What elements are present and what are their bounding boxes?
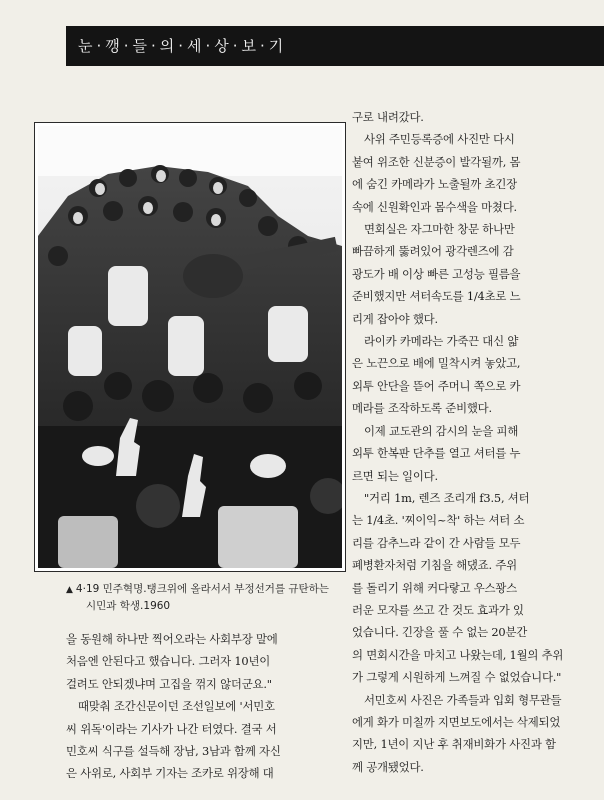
text-line: 가 그렇게 시원하게 느껴질 수 없었습니다." bbox=[352, 670, 562, 685]
text-line: 메라를 조작하도록 준비했다. bbox=[352, 401, 492, 416]
text-line: 이제 교도관의 감시의 눈을 피해 bbox=[364, 423, 519, 438]
text-line: 는 1/4초. '찌이익~착' 하는 셔터 소 bbox=[352, 513, 525, 528]
text-line: 외투 한복판 단추를 열고 셔터를 누 bbox=[352, 446, 521, 461]
text-line: 의 면회시간을 마치고 나왔는데, 1월의 추위 bbox=[352, 647, 564, 662]
text-line: 은 사위로, 사회부 기자는 조카로 위장해 대 bbox=[66, 766, 274, 781]
text-line: 속에 신원확인과 몸수색을 마쳤다. bbox=[352, 199, 517, 214]
text-line: 를 돌리기 위해 커다랗고 우스꽝스 bbox=[352, 580, 517, 595]
text-line: 러운 모자를 쓰고 간 것도 효과가 있 bbox=[352, 602, 524, 617]
text-line: 씨 위독'이라는 기사가 나간 터였다. 결국 서 bbox=[66, 721, 277, 736]
text-line: 빠끔하게 뚫려있어 광각렌즈에 감 bbox=[352, 244, 514, 259]
caption-line-2: 시민과 학생.1960 bbox=[86, 600, 171, 612]
photo-frame bbox=[34, 122, 346, 572]
caption-marker-icon: ▲ bbox=[66, 585, 73, 595]
caption-line-1: 4·19 민주혁명.탱크위에 올라서서 부정선거를 규탄하는 bbox=[75, 583, 329, 595]
text-line: 외투 안단을 뜯어 주머니 쪽으로 카 bbox=[352, 378, 521, 393]
text-line: 구로 내려갔다. bbox=[352, 110, 424, 124]
text-line: 리를 감추느라 같이 간 사람들 모두 bbox=[352, 535, 521, 550]
text-line: 준비했지만 셔터속도를 1/4초로 느 bbox=[352, 289, 521, 304]
left-text-column bbox=[66, 628, 344, 785]
text-line: 께 공개됐었다. bbox=[352, 759, 424, 774]
text-line: 었습니다. 긴장을 풀 수 없는 20분간 bbox=[352, 625, 528, 640]
text-line: 라이카 카메라는 가죽끈 대신 얇 bbox=[364, 334, 519, 349]
text-line: 붙여 위조한 신분증이 발각될까, 몸 bbox=[352, 154, 521, 169]
section-title: 눈·깽·들·의·세·상·보·기 bbox=[78, 37, 288, 55]
historical-photo bbox=[38, 126, 342, 568]
text-line: "거리 1m, 렌즈 조리개 f3.5, 셔터 bbox=[364, 490, 530, 505]
section-header-bar bbox=[66, 26, 604, 66]
text-line: 르면 되는 일이다. bbox=[352, 468, 438, 483]
text-line: 사위 주민등록증에 사진만 다시 bbox=[364, 132, 515, 147]
tank-crowd-photo-illustration bbox=[38, 126, 342, 568]
text-line: 처음엔 안된다고 했습니다. 그러자 10년이 bbox=[66, 654, 271, 669]
text-line: 서민호씨 사진은 가족들과 입회 형무관들 bbox=[364, 692, 562, 707]
text-line: 에 숨긴 카메라가 노출될까 초긴장 bbox=[352, 177, 517, 192]
text-line: 때맞춰 조간신문이던 조선일보에 '서민호 bbox=[78, 699, 275, 714]
text-line: 에게 화가 미칠까 지면보도에서는 삭제되었 bbox=[352, 714, 561, 729]
photo-caption bbox=[66, 581, 344, 614]
text-line: 은 노끈으로 배에 밀착시켜 놓았고, bbox=[352, 356, 521, 371]
right-text-column bbox=[352, 106, 590, 778]
text-line: 폐병환자처럼 기침을 해댔죠. 주위 bbox=[352, 558, 517, 573]
text-line: 지만, 1년이 지난 후 취재비화가 사진과 함 bbox=[352, 737, 556, 752]
text-line: 걸려도 안되겠냐며 고집을 꺾지 않더군요." bbox=[66, 676, 272, 691]
text-line: 민호씨 식구를 설득해 장남, 3남과 함께 자신 bbox=[66, 744, 281, 759]
text-line: 광도가 배 이상 빠른 고성능 필름을 bbox=[352, 266, 521, 281]
text-line: 을 동원해 하나만 찍어오라는 사회부장 말에 bbox=[66, 632, 278, 646]
text-line: 리게 잡아야 했다. bbox=[352, 311, 438, 326]
text-line: 면회실은 자그마한 창문 하나만 bbox=[364, 222, 515, 237]
